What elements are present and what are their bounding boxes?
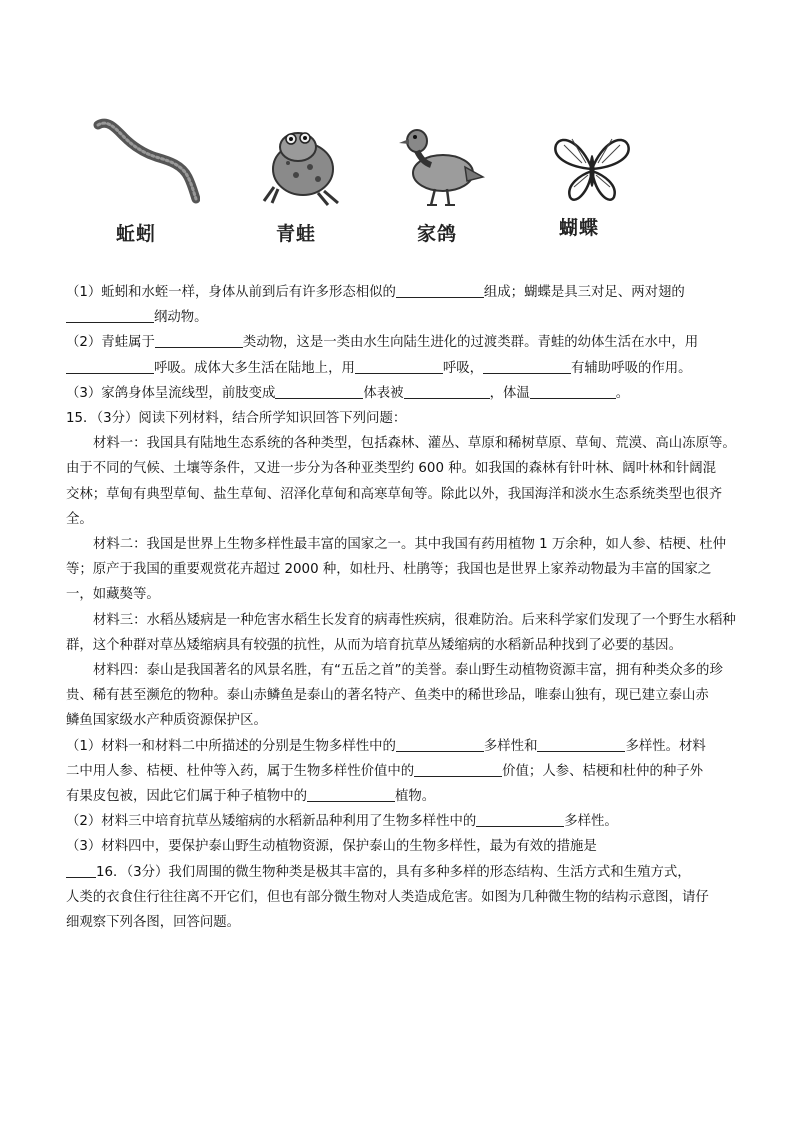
material4-line3: 鳞鱼国家级水产种质资源保护区。 — [66, 713, 267, 729]
q15-q1-text-d: 二中用人参、桔梗、杜仲等入药，属于生物多样性价值中的 — [66, 763, 415, 779]
q16-line3: 细观察下列各图，回答问题。 — [66, 915, 241, 931]
question-text — [66, 280, 736, 935]
material1-line4: 全。 — [66, 511, 93, 527]
material2-line1: 材料二：我国是世界上生物多样性最丰富的国家之一。其中我国有药用植物 1 万余种，如人参、桔梗、杜仲 — [93, 537, 726, 553]
answer-blank[interactable] — [483, 359, 571, 374]
butterfly-image — [552, 129, 632, 209]
q14-p1-text-b: 组成；蝴蝶是具三对足、两对翅的 — [483, 285, 685, 300]
q14-p2-text-b: 类动物，这是一类由水生向陆生进化的过渡类群。青蛙的幼体生活在水中，用 — [242, 335, 699, 351]
butterfly-label: 蝴蝶 — [559, 217, 600, 239]
material1-line3: 交林；草甸有典型草甸、盐生草甸、沼泽化草甸和高寒草甸等。除此以外，我国海洋和淡水生态系统类型也很齐 — [66, 486, 723, 502]
q15-q1-text-f: 有果皮包被，因此它们属于种子植物中的 — [66, 789, 308, 805]
answer-blank[interactable] — [530, 384, 616, 399]
material1-line1: 材料一：我国具有陆地生态系统的各种类型，包括森林、灌丛、草原和稀树草原、草甸、荒漠、高山冻原等。 — [93, 436, 736, 452]
q14-part3-line — [66, 381, 730, 406]
earthworm-label: 蚯蚓 — [116, 223, 157, 245]
q14-p3-text-a: （3）家鸽身体呈流线型，前肢变成 — [66, 385, 276, 401]
answer-blank[interactable] — [537, 737, 625, 752]
q15-sub2-line — [66, 809, 730, 834]
q15-q2-text-b: 多样性。 — [564, 814, 618, 830]
q16-line2: 人类的衣食住行往往离不开它们，但也有部分微生物对人类造成危害。如图为几种微生物的结构示意图，请仔 — [66, 889, 709, 905]
q15-q1-text-e: 价值；人参、桔梗和杜仲的种子外 — [502, 763, 704, 779]
earthworm-image — [90, 95, 200, 205]
q15-q2-text-a: （2）材料三中培育抗草丛矮缩病的水稻新品种利用了生物多样性中的 — [66, 814, 477, 830]
q14-part2-line1 — [66, 330, 730, 355]
answer-blank[interactable] — [155, 333, 243, 348]
q15-q1-text-g: 植物。 — [395, 789, 436, 805]
q14-p1-text-a: （1）蚯蚓和水蛭一样，身体从前到后有许多形态相似的 — [66, 285, 396, 300]
q14-p2-text-c: 呼吸。成体大多生活在陆地上，用 — [154, 360, 355, 376]
q15-sub1-line1 — [66, 734, 730, 759]
frog-image — [258, 117, 348, 207]
animal-figure — [60, 95, 740, 255]
q15-q1-text-b: 多样性和 — [483, 738, 538, 754]
q15-sub1-line3 — [66, 784, 730, 809]
q14-p3-text-d: 。 — [615, 385, 630, 401]
answer-blank[interactable] — [476, 812, 564, 827]
q14-part1-line2 — [66, 305, 730, 330]
answer-blank[interactable] — [66, 308, 154, 323]
answer-blank[interactable] — [414, 762, 502, 777]
material2-line2: 等；原产于我国的重要观赏花卉超过 2000 种，如杜丹、杜鹃等；我国也是世界上家养动物最为丰富的国家之 — [66, 562, 712, 578]
pigeon-image — [395, 119, 485, 213]
q14-p1-text-c: 纲动物。 — [154, 310, 208, 326]
answer-blank[interactable] — [66, 359, 154, 374]
material4-line2: 贵、稀有甚至濒危的物种。泰山赤鳞鱼是泰山的著名特产、鱼类中的稀世珍品，唯泰山独有，现已建立泰山赤 — [66, 688, 709, 704]
pigeon-label: 家鸽 — [417, 223, 458, 245]
q14-p2-text-e: 有辅助呼吸的作用。 — [571, 360, 692, 376]
q15-q1-text-c: 多样性。材料 — [625, 738, 706, 754]
q15-sub3-line: （3）材料四中，要保护泰山野生动植物资源，保护泰山的生物多样性，最为有效的措施是 — [66, 839, 597, 855]
q16-line1 — [66, 860, 730, 885]
material3-line1: 材料三：水稻丛矮病是一种危害水稻生长发育的病毒性疾病，很难防治。后来科学家们发现了一个野生水稻种 — [93, 612, 736, 628]
q14-part2-line2 — [66, 356, 730, 381]
q14-p2-text-a: （2）青蛙属于 — [66, 335, 155, 351]
q14-p3-text-c: ，体温 — [489, 385, 530, 401]
q14-p2-text-d: 呼吸， — [442, 360, 484, 376]
answer-blank[interactable] — [396, 283, 484, 298]
answer-blank[interactable] — [307, 787, 395, 802]
answer-blank[interactable] — [275, 384, 363, 399]
q15-q1-text-a: （1）材料一和材料二中所描述的分别是生物多样性中的 — [66, 738, 396, 754]
q14-p3-text-b: 体表被 — [363, 385, 404, 401]
material4-line1: 材料四：泰山是我国著名的风景名胜，有“五岳之首”的美誉。泰山野生动植物资源丰富，拥有种类众多的珍 — [93, 663, 723, 679]
answer-blank[interactable] — [404, 384, 490, 399]
material1-line2: 由于不同的气候、土壤等条件，又进一步分为各种亚类型约 600 种。如我国的森林有针叶林、阔叶林和针阔混 — [66, 461, 717, 477]
q15-sub1-line2 — [66, 759, 730, 784]
q15-header: 15．（3分）阅读下列材料，结合所学知识回答下列问题： — [66, 411, 407, 427]
material2-line3: 一，如藏獒等。 — [66, 587, 160, 603]
frog-label: 青蛙 — [276, 223, 317, 245]
q16-text-1: 16．（3分）我们周围的微生物种类是极其丰富的，具有多种多样的形态结构、生活方式和生殖方式， — [96, 864, 691, 880]
answer-blank[interactable] — [355, 359, 443, 374]
answer-blank[interactable] — [66, 863, 96, 878]
answer-blank[interactable] — [396, 737, 484, 752]
q14-part1-line1 — [66, 280, 730, 305]
material3-line2: 群，这个种群对草丛矮缩病具有较强的抗性，从而为培育抗草丛矮缩病的水稻新品种找到了必要的基因。 — [66, 637, 682, 653]
